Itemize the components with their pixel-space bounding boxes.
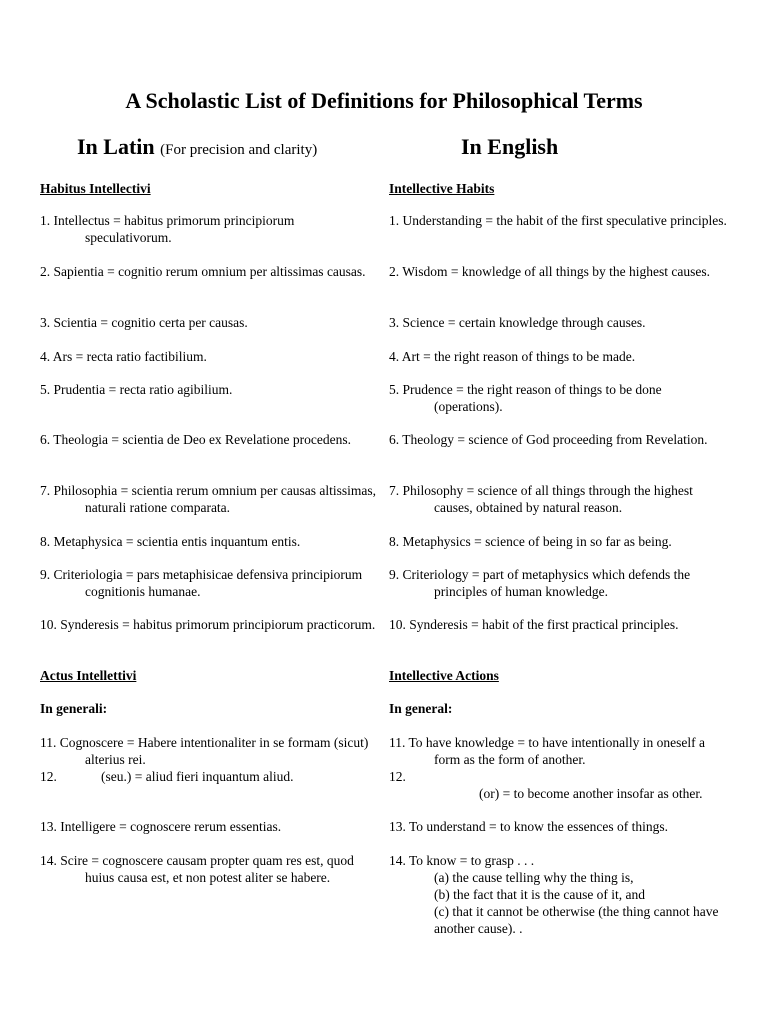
english-definition-14-b: (b) the fact that it is the cause of it, and: [434, 887, 646, 902]
english-definition-8: 8. Metaphysics = science of being in so far as being.: [389, 534, 672, 549]
latin-definition-9: 9. Criteriologia = pars metaphisicae defensiva principiorum cognitionis humanae.: [40, 567, 363, 599]
english-definition-6: 6. Theology = science of God proceeding from Revelation.: [389, 432, 708, 447]
latin-definition-4: 4. Ars = recta ratio factibilium.: [40, 349, 207, 364]
latin-definition-5: 5. Prudentia = recta ratio agibilium.: [40, 382, 233, 397]
latin-definition-3: 3. Scientia = cognitio certa per causas.: [40, 315, 248, 330]
english-definition-1: 1. Understanding = the habit of the first speculative principles.: [389, 213, 727, 228]
english-definition-14-head: 14. To know = to grasp . . .: [389, 853, 535, 868]
english-definition-11: 11. To have knowledge = to have intentionally in oneself a form as the form of another.: [389, 735, 705, 767]
english-definition-12-text: (or) = to become another insofar as other.: [479, 786, 703, 801]
latin-column-header: [77, 132, 317, 165]
english-definition-10: 10. Synderesis = habit of the first practical principles.: [389, 617, 679, 632]
latin-definition-13: 13. Intelligere = cognoscere rerum essentias.: [40, 819, 282, 834]
english-in-general-heading: In general:: [389, 701, 453, 716]
latin-definition-12-text: (seu.) = aliud fieri inquantum aliud.: [101, 769, 294, 784]
latin-definition-1: 1. Intellectus = habitus primorum principiorum speculativorum.: [40, 213, 295, 245]
latin-section-actions: Actus Intellettivi: [40, 668, 137, 683]
english-definition-5: 5. Prudence = the right reason of things to be done (operations).: [389, 382, 662, 414]
latin-definition-12: [40, 768, 378, 785]
english-definition-14-c: (c) that it cannot be otherwise (the thing cannot have another cause). .: [434, 904, 719, 936]
english-definition-4: 4. Art = the right reason of things to be made.: [389, 349, 636, 364]
english-definition-12-number: 12.: [389, 769, 406, 784]
english-definition-13: 13. To understand = to know the essences of things.: [389, 819, 669, 834]
english-section-actions: Intellective Actions: [389, 668, 499, 683]
english-definition-3: 3. Science = certain knowledge through causes.: [389, 315, 646, 330]
english-section-habits: Intellective Habits: [389, 181, 495, 196]
latin-definition-10: 10. Synderesis = habitus primorum principiorum practicorum.: [40, 617, 376, 632]
latin-definition-2: 2. Sapientia = cognitio rerum omnium per altissimas causas.: [40, 264, 366, 279]
page-title: A Scholastic List of Definitions for Philosophical Terms: [125, 88, 643, 113]
latin-definition-11: 11. Cognoscere = Habere intentionaliter in se formam (sicut) alterius rei.: [40, 735, 369, 767]
latin-definition-14: 14. Scire = cognoscere causam propter quam res est, quod huius causa est, et non potest aliter se habere.: [40, 853, 354, 885]
english-definition-7: 7. Philosophy = science of all things through the highest causes, obtained by natural reason.: [389, 483, 693, 515]
english-definition-14-list: [434, 869, 731, 937]
latin-definition-8: 8. Metaphysica = scientia entis inquantum entis.: [40, 534, 301, 549]
latin-definition-6: 6. Theologia = scientia de Deo ex Revelatione procedens.: [40, 432, 352, 447]
latin-definition-12-number: 12.: [40, 769, 57, 784]
latin-in-general-heading: In generali:: [40, 701, 108, 716]
english-definition-12: [389, 768, 731, 802]
english-definition-9: 9. Criteriology = part of metaphysics which defends the principles of human knowledge.: [389, 567, 691, 599]
latin-definition-7: 7. Philosophia = scientia rerum omnium per causas altissimas, naturali ratione comparata.: [40, 483, 377, 515]
latin-section-habits: Habitus Intellectivi: [40, 181, 151, 196]
latin-header-main: In Latin: [77, 134, 155, 159]
english-column-header: In English: [461, 134, 559, 159]
english-definition-14-a: (a) the cause telling why the thing is,: [434, 870, 634, 885]
english-definition-2: 2. Wisdom = knowledge of all things by the highest causes.: [389, 264, 711, 279]
latin-header-subtitle: (For precision and clarity): [160, 142, 318, 158]
